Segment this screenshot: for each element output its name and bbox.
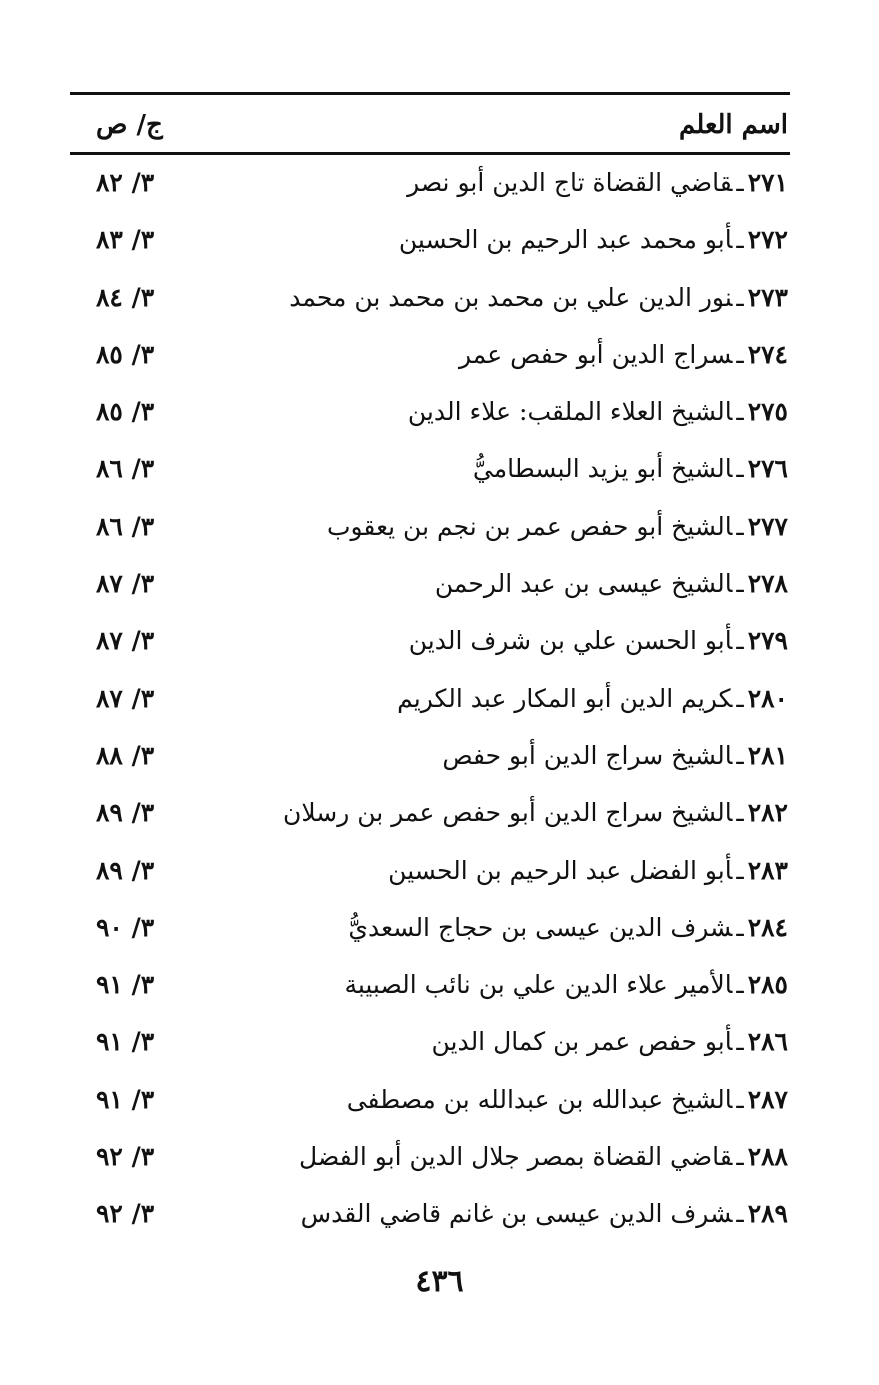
entry-reference: ٣/ ٨٩ <box>96 855 155 885</box>
list-item <box>70 215 790 272</box>
entry-number: ٢٨٧ <box>747 1084 788 1114</box>
entry-number: ٢٧٤ <box>747 339 788 369</box>
entry-reference: ٣/ ٨٤ <box>96 282 155 312</box>
entry-reference: ٣/ ٨٢ <box>96 168 155 197</box>
entry-name-text: قاضي القضاة تاج الدين أبو نصر <box>407 168 733 197</box>
entry-dash: ـ <box>736 798 744 828</box>
entry-name <box>459 338 788 372</box>
entry-number: ٢٧٦ <box>747 454 788 484</box>
entry-name-text: أبو الفضل عبد الرحيم بن الحسين <box>388 855 733 885</box>
entry-dash: ـ <box>736 454 744 484</box>
entry-number: ٢٨٢ <box>747 798 788 828</box>
entry-dash: ـ <box>736 569 744 599</box>
entry-reference: ٣/ ٨٨ <box>96 740 155 770</box>
entry-reference: ٣/ ٩١ <box>96 1084 155 1114</box>
entry-number: ٢٨٥ <box>747 970 788 1000</box>
entry-dash: ـ <box>736 225 744 255</box>
list-item <box>70 788 790 845</box>
list-item <box>70 960 790 1017</box>
entry-dash: ـ <box>736 912 744 942</box>
entry-reference: ٣/ ٩١ <box>96 1027 155 1057</box>
entry-dash: ـ <box>736 855 744 885</box>
entry-number: ٢٧٣ <box>747 282 788 312</box>
list-item <box>70 674 790 731</box>
entry-dash: ـ <box>736 397 744 427</box>
list-item <box>70 903 790 960</box>
entry-name <box>409 624 788 658</box>
entry-name-text: شرف الدين عيسى بن حجاج السعديُّ <box>348 912 733 942</box>
entry-number: ٢٧٢ <box>747 225 788 255</box>
entry-dash: ـ <box>736 740 744 770</box>
entry-name <box>347 1083 788 1117</box>
entry-name <box>289 281 788 315</box>
list-item <box>70 1075 790 1132</box>
entry-name-text: الأمير علاء الدين علي بن نائب الصبيبة <box>344 970 733 1000</box>
list-item <box>70 158 790 215</box>
table-header <box>70 100 790 150</box>
entry-dash: ـ <box>736 339 744 369</box>
entry-dash: ـ <box>736 282 744 312</box>
entry-name-text: الشيخ العلاء الملقب: علاء الدين <box>407 397 733 427</box>
entry-name-text: قاضي القضاة بمصر جلال الدين أبو الفضل <box>299 1142 733 1172</box>
entry-reference: ٣/ ٨٥ <box>96 339 155 369</box>
entry-dash: ـ <box>736 970 744 1000</box>
list-item <box>70 444 790 501</box>
entry-name-text: شرف الدين عيسى بن غانم قاضي القدس <box>300 1199 733 1229</box>
entry-reference: ٣/ ٩١ <box>96 970 155 1000</box>
entry-name <box>442 739 788 773</box>
list-item <box>70 330 790 387</box>
entry-reference: ٣/ ٨٧ <box>96 569 155 599</box>
entry-number: ٢٧٧ <box>747 511 788 541</box>
header-name-label: اسم العلم <box>679 110 788 140</box>
entry-reference: ٣/ ٨٥ <box>96 397 155 427</box>
entry-dash: ـ <box>736 1084 744 1114</box>
entry-name-text: الشيخ سراج الدين أبو حفص عمر بن رسلان <box>283 798 733 828</box>
entry-name-text: أبو محمد عبد الرحيم بن الحسين <box>398 225 733 255</box>
list-item <box>70 1189 790 1246</box>
entry-name-text: الشيخ أبو يزيد البسطاميُّ <box>472 454 733 484</box>
entry-name <box>283 796 788 830</box>
entry-number: ٢٨٤ <box>747 912 788 942</box>
entry-name-text: سراج الدين أبو حفص عمر <box>459 339 733 369</box>
entry-dash: ـ <box>736 511 744 541</box>
entry-number: ٢٨٠ <box>747 683 788 713</box>
entry-name <box>397 682 788 716</box>
entry-name <box>399 223 788 257</box>
entry-number: ٢٧٩ <box>747 626 788 656</box>
entry-dash: ـ <box>736 168 744 197</box>
entry-name-text: أبو حفص عمر بن كمال الدين <box>431 1027 733 1057</box>
entry-name-text: أبو الحسن علي بن شرف الدين <box>408 626 733 656</box>
entry-dash: ـ <box>736 1027 744 1057</box>
entry-reference: ٣/ ٨٣ <box>96 225 155 255</box>
list-item <box>70 559 790 616</box>
entry-list <box>70 158 790 1247</box>
entry-name <box>408 395 788 429</box>
list-item <box>70 387 790 444</box>
list-item <box>70 273 790 330</box>
entry-reference: ٣/ ٩٠ <box>96 912 155 942</box>
entry-dash: ـ <box>736 1142 744 1172</box>
entry-name <box>435 567 788 601</box>
entry-number: ٢٧٨ <box>747 569 788 599</box>
entry-name-text: نور الدين علي بن محمد بن محمد بن محمد <box>289 282 733 312</box>
entry-reference: ٣/ ٩٢ <box>96 1199 155 1229</box>
entry-dash: ـ <box>736 1199 744 1229</box>
entry-reference: ٣/ ٨٦ <box>96 454 155 484</box>
entry-reference: ٣/ ٨٩ <box>96 798 155 828</box>
entry-name <box>388 854 788 888</box>
list-item <box>70 502 790 559</box>
entry-name-text: كريم الدين أبو المكار عبد الكريم <box>397 683 733 713</box>
entry-reference: ٣/ ٩٢ <box>96 1142 155 1172</box>
entry-number: ٢٨٩ <box>747 1199 788 1229</box>
entry-number: ٢٧٥ <box>747 397 788 427</box>
entry-name-text: الشيخ عبدالله بن عبدالله بن مصطفى <box>346 1084 733 1114</box>
page-number: ٤٣٦ <box>415 1264 464 1299</box>
entry-name <box>407 166 788 200</box>
list-item <box>70 616 790 673</box>
entry-dash: ـ <box>736 626 744 656</box>
entry-reference: ٣/ ٨٧ <box>96 626 155 656</box>
list-item <box>70 846 790 903</box>
entry-name <box>348 911 788 945</box>
entry-name <box>344 968 788 1002</box>
entry-reference: ٣/ ٨٧ <box>96 683 155 713</box>
entry-reference: ٣/ ٨٦ <box>96 511 155 541</box>
top-rule <box>70 92 790 95</box>
header-rule <box>70 152 790 155</box>
entry-number: ٢٧١ <box>747 168 788 197</box>
entry-name-text: الشيخ سراج الدين أبو حفص <box>442 740 733 770</box>
entry-dash: ـ <box>736 683 744 713</box>
list-item <box>70 1017 790 1074</box>
entry-number: ٢٨٦ <box>747 1027 788 1057</box>
entry-name <box>301 1197 788 1231</box>
header-ref-label: ج/ ص <box>96 110 163 140</box>
list-item <box>70 731 790 788</box>
entry-number: ٢٨١ <box>747 740 788 770</box>
list-item <box>70 1132 790 1189</box>
entry-name-text: الشيخ عيسى بن عبد الرحمن <box>434 569 733 599</box>
entry-name <box>431 1025 788 1059</box>
entry-number: ٢٨٣ <box>747 855 788 885</box>
entry-name <box>327 510 788 544</box>
entry-name-text: الشيخ أبو حفص عمر بن نجم بن يعقوب <box>326 511 733 541</box>
entry-name <box>473 452 788 486</box>
entry-number: ٢٨٨ <box>747 1142 788 1172</box>
entry-name <box>299 1140 788 1174</box>
